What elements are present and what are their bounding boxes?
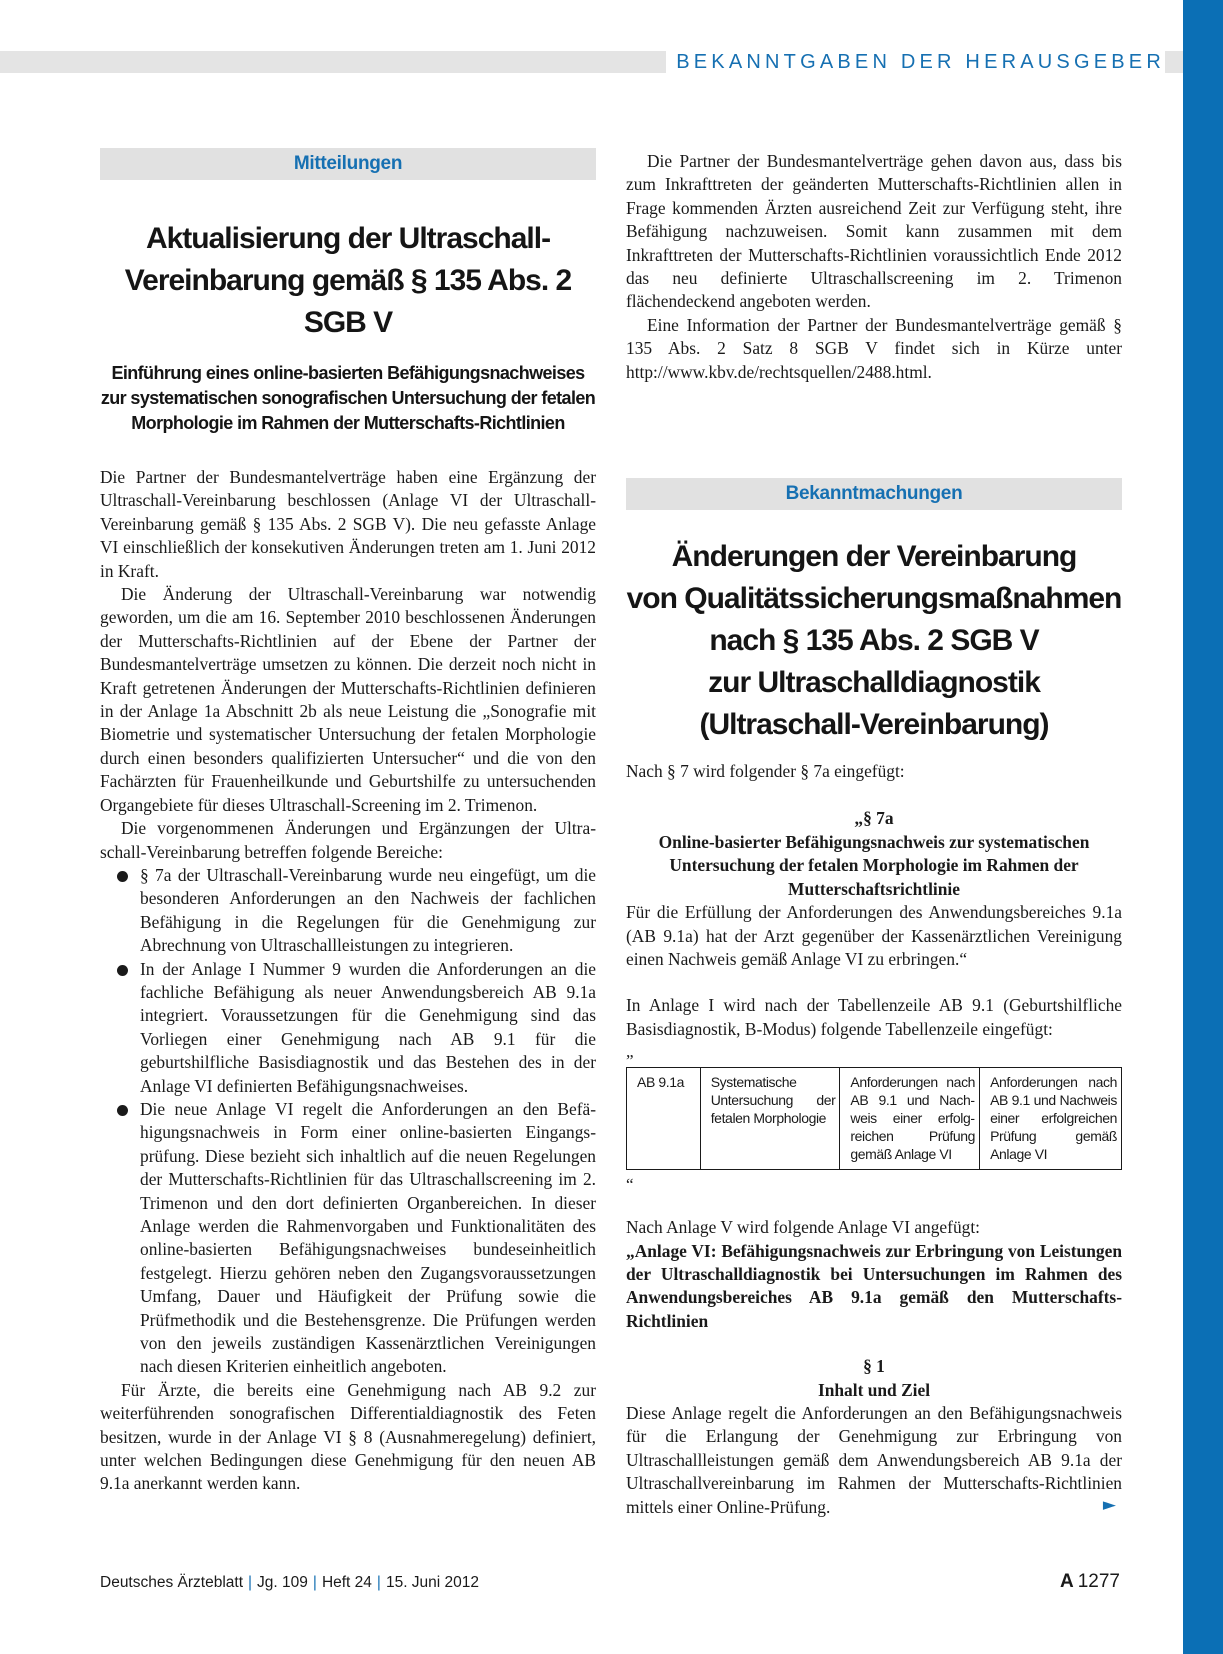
body-paragraph: Die vorgenommenen Änderungen und Ergänzungen der Ultraschall-Vereinbarung betreffen folgende Bereiche: xyxy=(100,818,596,862)
footer-separator: | xyxy=(376,1574,381,1591)
journal-date: 15. Juni 2012 xyxy=(385,1574,480,1591)
table-cell: Systematische Untersuchung der fetalen Morphologie xyxy=(700,1068,840,1170)
article-subtitle-line1: Einführung eines online-basierten Befähigungsnachweises xyxy=(111,363,585,383)
body-paragraph: Die Änderung der Ultraschall-Vereinbarung war notwendig geworden, um die am 16. September 2010 beschlossenen Änderungen der Mutterschafts-Richtlinien auf der Ebene der Partner der Bundesmantelverträge umsetzen zu können. Die derzeit noch nicht in Kraft getretenen Änderungen der Mutterschafts-Richtlinien definieren in der Anlage 1a Abschnitt 2b als neue Leistung die „Sonografie mit Biometrie und systematischer Untersuchung der fetalen Morphologie durch einen besonders qualifizierten Untersucher“ und die von den Fachärzten für Frauenheilkunde und Geburtshilfe zu untersuchenden Organgebiete für dieses Ultraschall-Screening im 2. Trimenon. xyxy=(100,584,596,815)
section-1-heading: § 1 xyxy=(863,1356,885,1377)
body-paragraph: Diese Anlage regelt die Anforderungen an den Befähigungsnachweis für die Erlangung der Genehmigung zur Erbringung von Ultraschallleistungen gemäß dem Anwendungsbereich AB 9.1a der Ultraschallvereinbarung im Rahmen der Mutterschafts-Richtlinien mittels einer Online-Prüfung. xyxy=(626,1402,1122,1517)
bullet-icon xyxy=(117,871,128,882)
change-list xyxy=(100,864,596,1379)
blue-side-stripe xyxy=(1183,0,1223,1654)
section-label-bekanntmachungen: Bekanntmachungen xyxy=(626,478,1122,510)
notice-title-line: Änderungen der Vereinbarung xyxy=(671,540,1077,574)
journal-issue: Heft 24 xyxy=(321,1574,372,1591)
body-paragraph: Die Partner der Bundesmantelverträge haben eine Ergänzung der Ultraschall-Vereinbarung beschlossen (Anlage VI der Ultraschall-Vereinbarung gemäß § 135 Abs. 2 SGB V). Die neu gefasste Anlage VI einschließlich der konsekutiven Änderungen treten am 1. Juni 2012 in Kraft. xyxy=(100,467,596,581)
table-cell: Anforderungen nach AB 9.1 und Nachweis einer erfolgreichen Prüfung gemäß Anlage VI xyxy=(840,1068,980,1170)
section-1-title: Inhalt und Ziel xyxy=(817,1379,931,1400)
left-column xyxy=(100,148,596,1496)
article-title-line1: Aktualisierung der Ultraschall- xyxy=(145,222,551,255)
article-subtitle-line3: Morphologie im Rahmen der Mutterschafts-Richtlinien xyxy=(131,413,565,433)
article-title-line2: Vereinbarung gemäß § 135 Abs. 2 SGB V xyxy=(124,264,572,339)
body-paragraph: Eine Information der Partner der Bundesmantelverträge gemäß § 135 Abs. 2 Satz 8 SGB V findet sich in Kürze unter http://www.kbv.de/rechtsquellen/2488.html. xyxy=(626,314,1122,382)
opening-quote: „ xyxy=(626,1042,634,1062)
list-item: Die neue Anlage VI regelt die Anforderungen an den Befähigungsnachweis in Form einer online-basierten Eingangsprüfung. Diese bezieht sich inhaltlich auf die neuen Regelungen der Mutterschafts-Richtlinien für das Ultraschallscreening im 2. Trimenon und den dort definierten Organbereichen. In dieser Anlage werden die Rahmenvorgaben und Funktionalitäten des online-basierten Befähigungsnachweises bundeseinheitlich festgelegt. Hierzu gehören neben den Zugangsvoraussetzungen Umfang, Dauer und Häufigkeit der Prüfung sowie die Prüfmethodik und die Bestehensgrenze. Die Prüfungen werden von den jeweils zuständigen Kassenärztlichen Vereinigungen nach diesen Kriterien einheitlich angeboten. xyxy=(100,1098,596,1379)
article-subtitle-line2: zur systematischen sonografischen Untersuchung der fetalen xyxy=(100,388,596,408)
notice-title-line: zur Ultraschalldiagnostik xyxy=(708,666,1040,700)
table-row xyxy=(627,1068,1122,1170)
list-item: In der Anlage I Nummer 9 wurden die Anforderungen an die fachliche Befähigung als neuer Anwendungsbereich AB 9.1a integriert. Voraussetzungen für die Genehmigung sind das Vorliegen einer Genehmigung nach AB 9.1 für die geburtshilfliche Basisdiagnostik und das Bestehen des in der Anlage VI definierten Befähigungsnachweises. xyxy=(100,958,596,1098)
table-cell: AB 9.1a xyxy=(627,1068,701,1170)
journal-name: Deutsches Ärzteblatt xyxy=(100,1574,244,1591)
notice-title-line: (Ultraschall-Vereinbarung) xyxy=(699,708,1049,742)
body-paragraph: Nach § 7 wird folgender § 7a eingefügt: xyxy=(626,761,905,782)
section-label-mitteilungen: Mitteilungen xyxy=(100,148,596,180)
body-paragraph: In Anlage I wird nach der Tabellenzeile AB 9.1 (Geburtshilfliche Basisdiagnostik, B-Modus) folgende Tabellenzeile eingefügt: xyxy=(626,995,1122,1039)
anlage-vi-title: „Anlage VI: Befähigungsnachweis zur Erbringung von Leistungen der Ultraschalldiagnostik bei Untersuchungen im Rahmen des Anwendungsbereiches AB 9.1a gemäß den Mutterschafts-Richtlinien xyxy=(626,1240,1122,1331)
list-item: § 7a der Ultraschall-Vereinbarung wurde neu eingefügt, um die besonderen Anforderungen an den Nachweis der fachlichen Befähigung in die Regelungen für die Genehmigung zur Abrechnung von Ultraschallleistungen zu integrieren. xyxy=(100,864,596,958)
journal-volume: Jg. 109 xyxy=(257,1574,308,1591)
continue-arrow-icon: ► xyxy=(1102,1494,1116,1515)
notice-title-line: von Qualitätssicherungsmaßnahmen xyxy=(626,582,1122,616)
section-7a-heading: „§ 7a xyxy=(854,808,894,829)
footer-separator: | xyxy=(312,1574,317,1591)
body-paragraph: Für Ärzte, die bereits eine Genehmigung nach AB 9.2 zur weiterführenden sonografischen Differentialdiagnostik des Feten besitzen, wurde in der Anlage VI § 8 (Ausnahmeregelung) definiert, unter welchen Bedingungen diese Genehmigung für den neuen AB 9.1a anerkannt werden kann. xyxy=(100,1379,596,1494)
right-column xyxy=(626,150,1122,1519)
body-paragraph: Die Partner der Bundesmantelverträge gehen davon aus, dass bis zum Inkrafttreten der geänderten Mutterschafts-Richtlinien allen in Frage kommenden Ärzten ausreichend Zeit zur Verfügung steht, ihre Befähigung nachzuweisen. Somit kann zusammen mit dem Inkrafttreten der Mutterschafts-Richtlinien voraussichtlich Ende 2012 das neu definierte Ultraschallscreening im 2. Trimenon flächendeckend angeboten werden. xyxy=(626,151,1122,312)
body-paragraph: Nach Anlage V wird folgende Anlage VI angefügt: xyxy=(626,1217,981,1238)
body-paragraph: Für die Erfüllung der Anforderungen des Anwendungsbereiches 9.1a (AB 9.1a) hat der Arzt gegenüber der Kassenärztlichen Vereinigung einen Nachweis gemäß Anlage VI zu erbringen.“ xyxy=(626,902,1122,969)
page-number: A 1277 xyxy=(1059,1571,1120,1592)
header-label: BEKANNTGABEN DER HERAUSGEBER xyxy=(666,49,1165,75)
bullet-icon xyxy=(117,965,128,976)
bullet-icon xyxy=(117,1105,128,1116)
page-footer xyxy=(100,1571,1120,1598)
notice-title-line: nach § 135 Abs. 2 SGB V xyxy=(709,624,1039,658)
ab-table xyxy=(626,1067,1122,1170)
table-cell: Anforderungen nach AB 9.1 und Nachweis einer erfolgreichen Prüfung gemäß Anlage VI xyxy=(980,1068,1122,1170)
footer-separator: | xyxy=(248,1574,253,1591)
section-7a-title: Online-basierter Befähigungsnachweis zur systematischen Untersuchung der fetalen Morphologie im Rahmen der Mutterschaftsrichtlinie xyxy=(658,831,1090,899)
closing-quote: “ xyxy=(626,1175,634,1195)
